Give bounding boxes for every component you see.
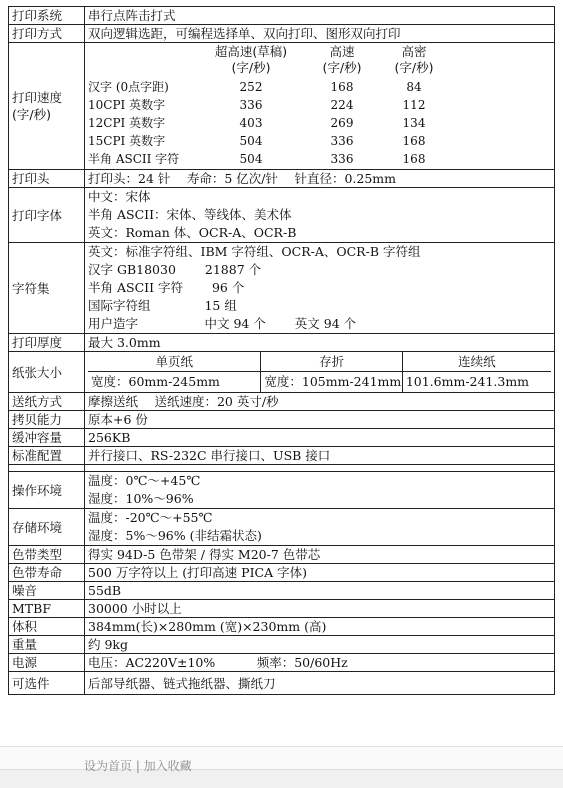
speed-row: [88, 132, 551, 150]
row-mtbf: [9, 600, 555, 618]
row-label: 色带寿命: [9, 564, 85, 582]
charset-line: 国际字符组 15 组: [88, 298, 237, 313]
row-ribbon-life: [9, 564, 555, 582]
speed-value: 336: [330, 152, 354, 166]
speed-value: 112: [402, 98, 426, 112]
row-value: 得实 94D-5 色带架 / 得实 M20-7 色带芯: [85, 546, 555, 564]
speed-item-name: 半角 ASCII 字符: [88, 152, 180, 166]
spec-sheet: [8, 6, 555, 695]
speed-value: 168: [330, 80, 354, 94]
speed-value: 224: [330, 98, 354, 112]
row-label: 拷贝能力: [9, 411, 85, 429]
row-value: 原本+6 份: [85, 411, 555, 429]
paper-head: 连续纸: [403, 352, 551, 372]
speed-header-ultra: [196, 44, 306, 78]
env-line: 温度：-20℃～+55℃: [88, 510, 213, 525]
row-label: 打印厚度: [9, 334, 85, 352]
row-power: [9, 654, 555, 672]
row-value: 后部导纸器、链式拖纸器、撕纸刀: [85, 672, 555, 695]
speed-row: [88, 78, 551, 96]
row-value: [85, 509, 555, 546]
speed-value: 84: [406, 80, 422, 94]
speed-value: 336: [330, 134, 354, 148]
row-value: 500 万字符以上 (打印高速 PICA 字体): [85, 564, 555, 582]
row-value: 双向逻辑选距，可编程选择单、双向打印、图形双向打印: [85, 25, 555, 43]
row-print-speed: [9, 43, 555, 170]
font-line: 半角 ASCII：宋体、等线体、美术体: [88, 207, 292, 222]
header-line: 超高速(草稿): [214, 44, 288, 59]
paper-col-sheet: [88, 352, 261, 392]
row-noise: [9, 582, 555, 600]
row-label: 打印头: [9, 170, 85, 188]
row-label: 纸张大小: [9, 352, 85, 393]
row-label: 打印系统: [9, 7, 85, 25]
row-storage-env: [9, 509, 555, 546]
row-charset: [9, 243, 555, 334]
speed-table: [85, 43, 555, 170]
page-footer: [0, 746, 563, 787]
row-value: 约 9kg: [85, 636, 555, 654]
row-operating-env: [9, 472, 555, 509]
env-line: 湿度：5%～96% (非结霜状态): [88, 528, 262, 543]
gap-cell: [85, 465, 555, 472]
speed-item-name: 汉字 (0点字距): [88, 80, 169, 94]
row-weight: [9, 636, 555, 654]
gap-cell: [9, 465, 85, 472]
speed-row: [88, 150, 551, 168]
speed-value: 134: [402, 116, 426, 130]
speed-value: 168: [402, 152, 426, 166]
paper-head: 存折: [261, 352, 401, 372]
paper-size-table: [85, 352, 555, 393]
header-line: 高速: [329, 44, 355, 59]
paper-value: 101.6mm-241.3mm: [405, 374, 530, 389]
row-value: 并行接口、RS-232C 串行接口、USB 接口: [85, 447, 555, 465]
row-value: [85, 243, 555, 334]
row-value: 384mm(长)×280mm (宽)×230mm (高): [85, 618, 555, 636]
font-line: 英文：Roman 体、OCR-A、OCR-B: [88, 225, 297, 240]
row-print-mode: [9, 25, 555, 43]
row-label: 标准配置: [9, 447, 85, 465]
speed-value: 252: [239, 80, 263, 94]
header-line: (字/秒): [394, 60, 434, 75]
header-line: 高密: [401, 44, 427, 59]
header-line: (字/秒): [322, 60, 362, 75]
row-label: 存储环境: [9, 509, 85, 546]
row-label: 体积: [9, 618, 85, 636]
row-value: 30000 小时以上: [85, 600, 555, 618]
row-paper-size: [9, 352, 555, 393]
row-ribbon-type: [9, 546, 555, 564]
speed-value: 504: [239, 134, 263, 148]
paper-value: 宽度：60mm-245mm: [91, 374, 220, 389]
speed-item-name: 10CPI 英数字: [88, 98, 166, 112]
row-paper-feed: [9, 393, 555, 411]
charset-line: 英文：标准字符组、IBM 字符组、OCR-A、OCR-B 字符组: [88, 244, 421, 259]
table-gap: [9, 465, 555, 472]
speed-value: 269: [330, 116, 354, 130]
row-value: 55dB: [85, 582, 555, 600]
row-print-head: [9, 170, 555, 188]
row-label: 打印方式: [9, 25, 85, 43]
row-label: 打印字体: [9, 188, 85, 243]
row-label: 缓冲容量: [9, 429, 85, 447]
row-copy: [9, 411, 555, 429]
paper-col-continuous: [403, 352, 551, 392]
speed-row: [88, 96, 551, 114]
row-label: [9, 43, 85, 170]
row-label: 送纸方式: [9, 393, 85, 411]
row-value: [85, 188, 555, 243]
speed-item-name: 12CPI 英数字: [88, 116, 166, 130]
speed-item-name: 15CPI 英数字: [88, 134, 166, 148]
charset-line: 汉字 GB18030 21887 个: [88, 262, 262, 277]
charset-line: 半角 ASCII 字符 96 个: [88, 280, 245, 295]
speed-header-high: [306, 44, 378, 78]
row-label: 电源: [9, 654, 85, 672]
speed-label-line2: (字/秒): [12, 107, 51, 122]
row-label: 色带类型: [9, 546, 85, 564]
paper-value: 宽度：105mm-241mm: [264, 374, 402, 389]
row-print-thickness: [9, 334, 555, 352]
env-line: 温度：0℃～+45℃: [88, 473, 201, 488]
row-value: 串行点阵击打式: [85, 7, 555, 25]
row-label: 噪音: [9, 582, 85, 600]
paper-columns: [88, 352, 551, 392]
row-interface: [9, 447, 555, 465]
paper-col-passbook: [261, 352, 402, 392]
speed-header-dense: [378, 44, 450, 78]
row-label: 重量: [9, 636, 85, 654]
speed-header: [88, 44, 551, 78]
row-label: 可选件: [9, 672, 85, 695]
row-value: 电压：AC220V±10% 频率：50/60Hz: [85, 654, 555, 672]
speed-row: [88, 114, 551, 132]
row-value: 打印头：24 针 寿命：5 亿次/针 针直径：0.25mm: [85, 170, 555, 188]
row-print-system: [9, 7, 555, 25]
row-label: MTBF: [9, 600, 85, 618]
spec-table: [8, 6, 555, 695]
footer-links[interactable]: 设为首页 | 加入收藏: [84, 759, 192, 773]
row-print-font: [9, 188, 555, 243]
row-label: 字符集: [9, 243, 85, 334]
speed-value: 336: [239, 98, 263, 112]
env-line: 湿度：10%～96%: [88, 491, 194, 506]
row-value: 256KB: [85, 429, 555, 447]
speed-value: 504: [239, 152, 263, 166]
header-line: (字/秒): [231, 60, 271, 75]
row-value: 摩擦送纸 送纸速度：20 英寸/秒: [85, 393, 555, 411]
paper-head: 单页纸: [88, 352, 260, 372]
row-label: 操作环境: [9, 472, 85, 509]
row-buffer: [9, 429, 555, 447]
font-line: 中文：宋体: [88, 189, 151, 204]
speed-value: 168: [402, 134, 426, 148]
row-value: 最大 3.0mm: [85, 334, 555, 352]
row-options: [9, 672, 555, 695]
row-volume: [9, 618, 555, 636]
row-value: [85, 472, 555, 509]
speed-label-line1: 打印速度: [12, 90, 63, 105]
charset-line: 用户造字 中文 94 个 英文 94 个: [88, 316, 357, 331]
speed-value: 403: [239, 116, 263, 130]
